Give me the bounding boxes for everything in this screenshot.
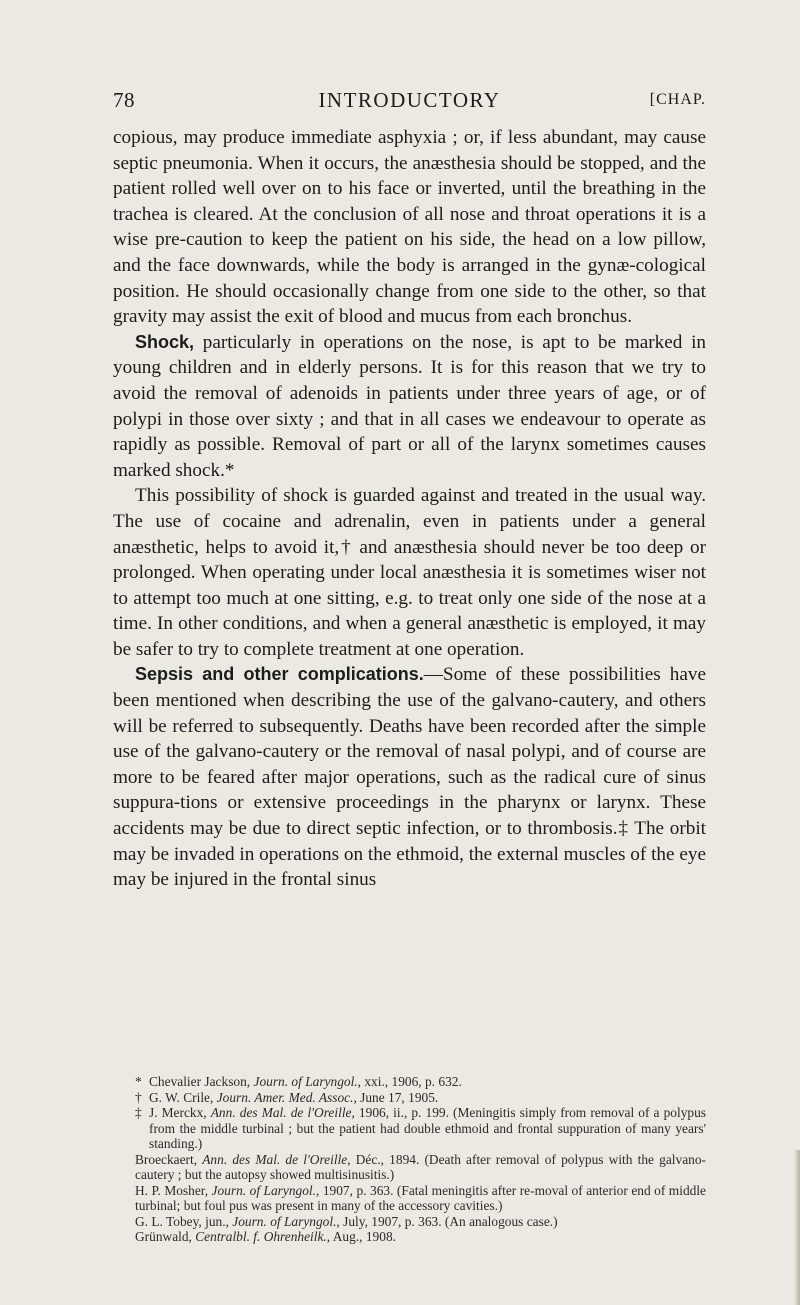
footnote-author: G. L. Tobey, jun.,	[135, 1213, 233, 1229]
footnote-citation: , 1906, ii., p. 199. (Meningitis simply from removal of a polypus from the middle turbinal ; but the patient had double ethmoid and frontal suppuration of many years' standing.)	[149, 1105, 706, 1151]
page-number: 78	[113, 88, 135, 112]
footnote-1	[113, 1074, 706, 1090]
footnote-author: J. Merckx,	[149, 1105, 211, 1120]
running-title: INTRODUCTORY	[318, 88, 501, 112]
footnote-author: Broeckaert,	[135, 1151, 203, 1167]
footnote-citation: , Aug., 1908.	[326, 1229, 396, 1244]
paragraph-shock	[113, 330, 706, 484]
paragraph-shock-text: particularly in operations on the nose, is apt to be marked in young children and in elderly persons. It is for this reason that we try to avoid the removal of adenoids in patients under three years of age, or of polypi in those over sixty ; and that in all cases we endeavour to operate as rapidly as possible. Removal of part or all of the larynx sometimes causes marked shock.*	[113, 331, 706, 481]
body-text	[113, 125, 706, 893]
footnote-author: Chevalier Jackson,	[149, 1074, 254, 1089]
run-in-heading-sepsis: Sepsis and other complications.	[135, 664, 424, 685]
footnotes	[113, 1074, 706, 1245]
footnote-entry	[135, 1229, 706, 1245]
run-in-heading-shock: Shock,	[135, 331, 195, 352]
footnote-2	[113, 1090, 706, 1106]
footnote-author: Grünwald,	[135, 1229, 196, 1244]
paragraph-sepsis	[113, 662, 706, 892]
footnote-journal: Ann. des Mal. de l'Oreille	[210, 1105, 352, 1120]
footnote-citation: , 1907, p. 363. (Fatal meningitis after re-moval of anterior end of middle turbinal; but foul pus was present in many of the accessory cavities.)	[135, 1182, 706, 1213]
footnote-citation: , June 17, 1905.	[353, 1089, 439, 1105]
footnote-mark: †	[135, 1089, 142, 1105]
paragraph-sepsis-text: —Some of these possibilities have been mentioned when describing the use of the galvano-cautery, and others will be referred to subsequently. Deaths have been recorded after the simple use of the galvano-cautery or the removal of nasal polypi, and of course are more to be feared after major operations, such as the radical cure of sinus suppura-tions or extensive proceedings in the pharynx or larynx. These accidents may be due to direct septic infection, or to thrombosis.‡ The orbit may be invaded in operations on the ethmoid, the external muscles of the eye may be injured in the frontal sinus	[113, 664, 706, 891]
footnote-mark: ‡	[135, 1105, 142, 1120]
footnote-author: H. P. Mosher,	[135, 1182, 212, 1198]
running-header	[113, 88, 706, 116]
footnote-journal: Journ. Amer. Med. Assoc.	[216, 1089, 354, 1105]
paragraph-shock-treatment: This possibility of shock is guarded against and treated in the usual way. The use of cocaine and adrenalin, even in patients under a general anæsthetic, helps to avoid it,† and anæsthesia should never be too deep or prolonged. When operating under local anæsthesia it is sometimes wiser not to attempt too much at one sitting, e.g. to treat only one side of the nose at a time. In other conditions, and when a general anæsthetic is employed, it may be safer to try to complete treatment at one operation.	[113, 485, 706, 660]
footnote-entry	[135, 1152, 706, 1183]
footnote-journal: Journ. of Laryngol.	[253, 1074, 358, 1089]
footnote-author: G. W. Crile,	[149, 1089, 217, 1105]
footnote-entry	[135, 1183, 706, 1214]
footnote-journal: Centralbl. f. Ohrenheilk.	[195, 1229, 327, 1244]
footnote-citation: , xxi., 1906, p. 632.	[357, 1074, 462, 1089]
footnote-journal: Ann. des Mal. de l'Oreille	[202, 1151, 348, 1167]
footnote-mark: *	[135, 1074, 142, 1089]
footnote-journal: Journ. of Laryngol.	[211, 1182, 316, 1198]
paragraph-asphyxia: copious, may produce immediate asphyxia ; or, if less abundant, may cause septic pneumonia. When it occurs, the anæsthesia should be stopped, and the patient rolled well over on to his face or inverted, until the breathing in the trachea is cleared. At the conclusion of all nose and throat operations it is a wise pre-caution to keep the patient on his side, the head on a low pillow, and the face downwards, while the body is arranged in the gynæ-cological position. He should occasionally change from one side to the other, so that gravity may assist the exit of blood and mucus from each bronchus.	[113, 127, 706, 328]
footnote-citation: , July, 1907, p. 363. (An analogous case.)	[336, 1213, 558, 1229]
footnote-journal: Journ. of Laryngol.	[232, 1213, 337, 1229]
footnote-citation: , Déc., 1894. (Death after removal of polypus with the galvano-cautery ; but the autopsy showed multisinusitis.)	[135, 1151, 706, 1182]
page-edge-shadow	[794, 1150, 800, 1305]
footnote-3	[113, 1105, 706, 1245]
footnote-entry	[135, 1214, 706, 1230]
chapter-label: [CHAP.	[649, 91, 706, 108]
